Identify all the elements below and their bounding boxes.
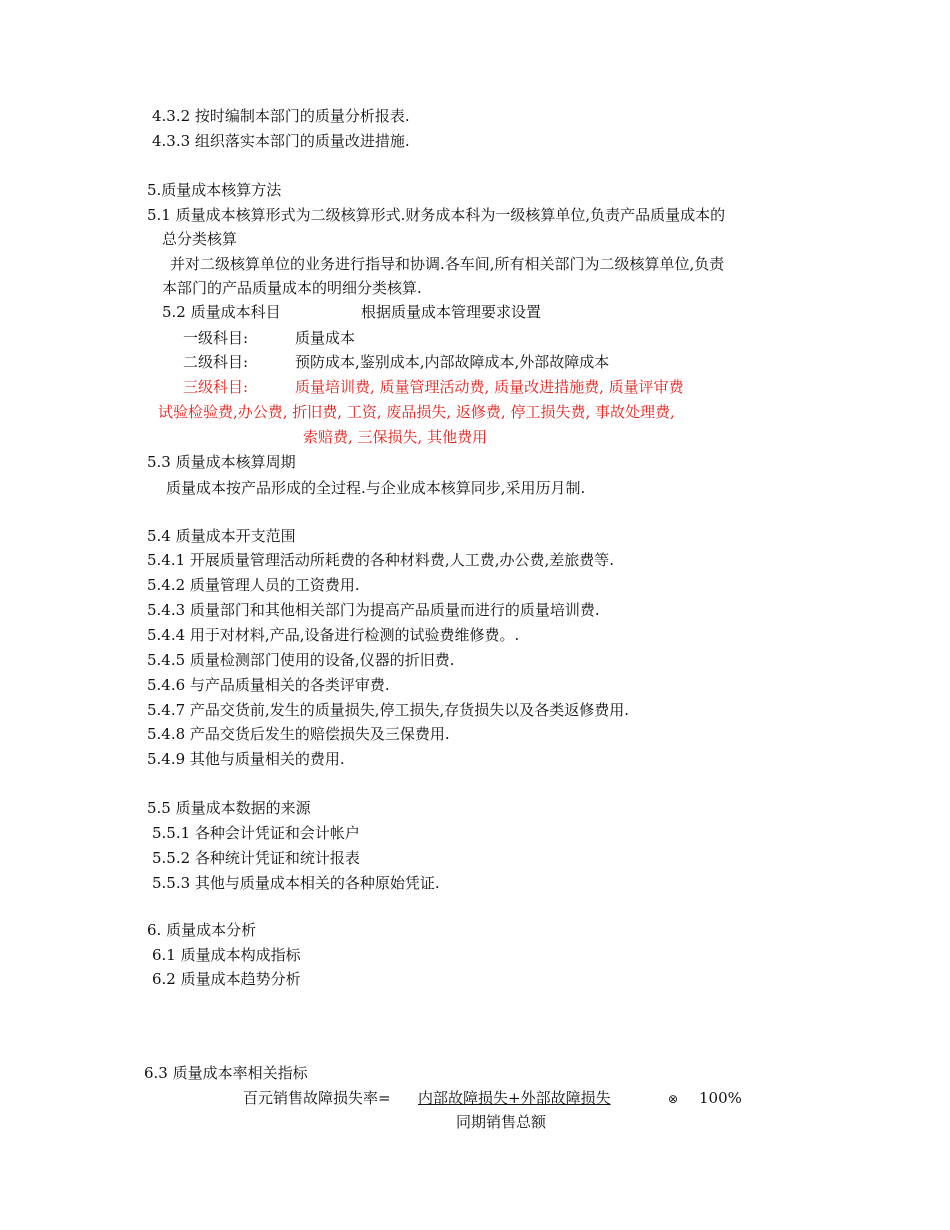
level3-value-line1: 质量培训费, 质量管理活动费, 质量改进措施费, 质量评审费 bbox=[295, 378, 684, 396]
para-5-1-line1: 5.1 质量成本核算形式为二级核算形式.财务成本科为一级核算单位,负责产品质量成本的 bbox=[147, 206, 726, 224]
level2-value: 预防成本,鉴别成本,内部故障成本,外部故障成本 bbox=[295, 353, 610, 371]
item-5-4-6: 5.4.6 与产品质量相关的各类评审费. bbox=[147, 676, 390, 694]
para-5-1-line3: 并对二级核算单位的业务进行指导和协调.各车间,所有相关部门为二级核算单位,负责 bbox=[170, 255, 725, 273]
level1-label: 一级科目: bbox=[183, 329, 249, 347]
item-4-3-3: 4.3.3 组织落实本部门的质量改进措施. bbox=[152, 132, 410, 150]
heading-5-2: 5.2 质量成本科目 bbox=[162, 303, 281, 321]
formula-percent: 100% bbox=[699, 1089, 742, 1107]
heading-5: 5.质量成本核算方法 bbox=[147, 181, 282, 199]
level3-value-line3: 索赔费, 三保损失, 其他费用 bbox=[303, 428, 488, 446]
item-5-4-5: 5.4.5 质量检测部门使用的设备,仪器的折旧费. bbox=[147, 651, 455, 669]
item-5-5-2: 5.5.2 各种统计凭证和统计报表 bbox=[152, 849, 360, 867]
heading-5-4: 5.4 质量成本开支范围 bbox=[147, 527, 296, 545]
formula-numerator: 内部故障损失+外部故障损失 bbox=[418, 1089, 611, 1107]
item-5-4-4: 5.4.4 用于对材料,产品,设备进行检测的试验费维修费。. bbox=[147, 626, 520, 644]
item-5-4-2: 5.4.2 质量管理人员的工资费用. bbox=[147, 576, 360, 594]
heading-5-2-desc: 根据质量成本管理要求设置 bbox=[361, 303, 542, 321]
formula-denominator: 同期销售总额 bbox=[456, 1113, 547, 1131]
item-5-5-1: 5.5.1 各种会计凭证和会计帐户 bbox=[152, 824, 360, 842]
item-5-4-1: 5.4.1 开展质量管理活动所耗费的各种材料费,人工费,办公费,差旅费等. bbox=[147, 551, 615, 569]
heading-6-3: 6.3 质量成本率相关指标 bbox=[144, 1064, 308, 1082]
item-5-4-7: 5.4.7 产品交货前,发生的质量损失,停工损失,存货损失以及各类返修费用. bbox=[147, 701, 630, 719]
level2-label: 二级科目: bbox=[183, 353, 249, 371]
item-5-5-3: 5.5.3 其他与质量成本相关的各种原始凭证. bbox=[152, 874, 440, 892]
para-5-1-line2: 总分类核算 bbox=[162, 230, 238, 248]
item-6-2: 6.2 质量成本趋势分析 bbox=[152, 970, 301, 988]
item-4-3-2: 4.3.2 按时编制本部门的质量分析报表. bbox=[152, 107, 410, 125]
heading-5-5: 5.5 质量成本数据的来源 bbox=[147, 799, 311, 817]
heading-5-3: 5.3 质量成本核算周期 bbox=[147, 453, 296, 471]
item-5-4-8: 5.4.8 产品交货后发生的赔偿损失及三保费用. bbox=[147, 725, 450, 743]
level3-label: 三级科目: bbox=[183, 378, 249, 396]
item-5-4-3: 5.4.3 质量部门和其他相关部门为提高产品质量而进行的质量培训费. bbox=[147, 601, 600, 619]
level1-value: 质量成本 bbox=[295, 329, 356, 347]
heading-6: 6. 质量成本分析 bbox=[147, 921, 257, 939]
level3-value-line2: 试验检验费,办公费, 折旧费, 工资, 废品损失, 返修费, 停工损失费, 事故处理费, bbox=[158, 403, 675, 421]
multiply-symbol-icon: ⊗ bbox=[668, 1092, 679, 1106]
para-5-3: 质量成本按产品形成的全过程.与企业成本核算同步,采用历月制. bbox=[166, 479, 586, 497]
para-5-1-line4: 本部门的产品质量成本的明细分类核算. bbox=[162, 279, 422, 297]
formula-label: 百元销售故障损失率= bbox=[243, 1089, 391, 1107]
item-5-4-9: 5.4.9 其他与质量相关的费用. bbox=[147, 750, 345, 768]
item-6-1: 6.1 质量成本构成指标 bbox=[152, 946, 301, 964]
